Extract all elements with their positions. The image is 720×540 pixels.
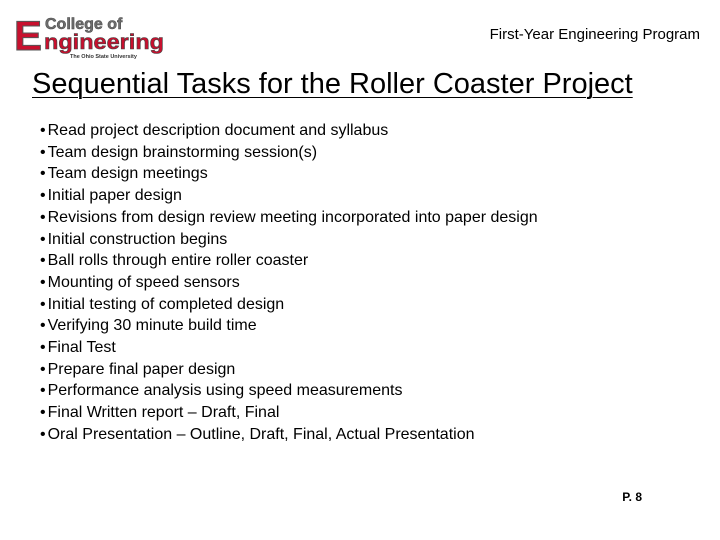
list-item: • Ball rolls through entire roller coaster	[40, 250, 538, 272]
list-item: • Team design brainstorming session(s)	[40, 142, 538, 164]
list-item: • Team design meetings	[40, 163, 538, 185]
logo-line-engineering: ngineering	[44, 31, 164, 54]
list-item: • Revisions from design review meeting incorporated into paper design	[40, 207, 538, 229]
list-item: • Read project description document and syllabus	[40, 120, 538, 142]
logo-line-college: College of	[45, 16, 123, 33]
logo-big-letter: E	[14, 12, 43, 59]
list-item: • Performance analysis using speed measurements	[40, 380, 538, 402]
slide-title: Sequential Tasks for the Roller Coaster Project	[32, 68, 633, 100]
page-number: P. 8	[622, 490, 642, 504]
list-item: • Initial construction begins	[40, 229, 538, 251]
list-item: • Oral Presentation – Outline, Draft, Final, Actual Presentation	[40, 424, 538, 446]
list-item: • Final Test	[40, 337, 538, 359]
task-list	[40, 120, 538, 446]
list-item: • Initial paper design	[40, 185, 538, 207]
logo-tagline: The Ohio State University	[70, 54, 137, 60]
college-of-engineering-logo	[14, 12, 170, 60]
logo-graphic	[14, 12, 170, 60]
list-item: • Prepare final paper design	[40, 359, 538, 381]
list-item: • Final Written report – Draft, Final	[40, 402, 538, 424]
list-item: • Initial testing of completed design	[40, 294, 538, 316]
program-name: First-Year Engineering Program	[489, 26, 700, 43]
list-item: • Verifying 30 minute build time	[40, 315, 538, 337]
list-item: • Mounting of speed sensors	[40, 272, 538, 294]
